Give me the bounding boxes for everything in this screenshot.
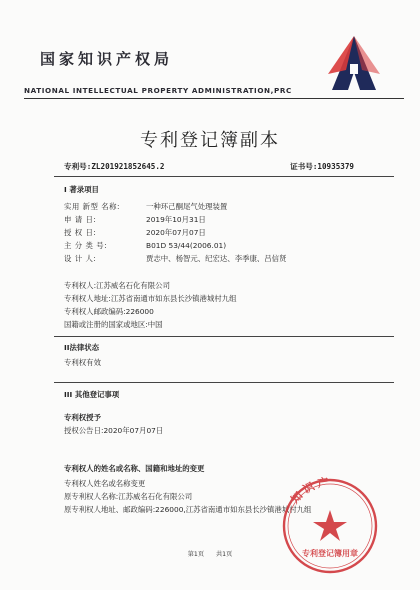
patent-number: 专利号:ZL201921852645.2 <box>64 162 165 171</box>
page-title: 专利登记簿副本 <box>140 130 280 151</box>
field-value: 贾志中、杨智元、纪宏达、李季康、吕信贤 <box>146 254 287 263</box>
section-divider <box>54 382 394 383</box>
seal-top-text: 知识产 <box>288 475 333 507</box>
field-value: 一种环己酮尾气处理装置 <box>146 202 228 211</box>
cnipa-logo-icon <box>326 34 382 96</box>
section-divider <box>54 336 394 337</box>
field-row-designers <box>64 253 286 264</box>
office-name-cn: 国家知识产权局 <box>40 50 174 68</box>
patentee-nationality: 国籍或注册的国家或地区:中国 <box>64 320 163 329</box>
grant-announcement-date: 授权公告日:2020年07月07日 <box>64 426 164 435</box>
field-row-filing-date <box>64 214 206 225</box>
seal-bottom-text: 专利登记簿用章 <box>302 549 358 558</box>
change-heading: 专利权人的姓名或名称、国籍和地址的变更 <box>64 464 205 473</box>
field-label: 申 请 日: <box>64 215 97 224</box>
svg-text:知识产 <box>288 475 333 507</box>
field-value: 2020年07月07日 <box>146 228 206 237</box>
former-patentee-name: 原专利权人名称:江苏威名石化有限公司 <box>64 492 193 501</box>
page-footer: 第1页 共1页 <box>187 551 233 558</box>
field-label: 实用 新型 名称: <box>64 202 121 211</box>
field-value: 2019年10月31日 <box>146 215 206 224</box>
patentee-name: 专利权人:江苏威名石化有限公司 <box>64 281 170 290</box>
legal-status-value: 专利权有效 <box>64 358 101 367</box>
field-label: 设 计 人: <box>64 254 97 263</box>
field-label: 授 权 日: <box>64 228 97 237</box>
header-divider <box>24 98 404 99</box>
section-heading-other: III 其他登记事项 <box>64 390 120 399</box>
grant-heading: 专利权授予 <box>64 413 101 422</box>
field-row-grant-date <box>64 227 206 238</box>
patentee-address: 专利权人地址:江苏省南通市如东县长沙镇港城村九组 <box>64 294 237 303</box>
field-value: B01D 53/44(2006.01) <box>146 241 227 250</box>
certificate-number: 证书号:10935379 <box>290 162 354 171</box>
field-row-name <box>64 201 227 212</box>
office-name-en: NATIONAL INTELLECTUAL PROPERTY ADMINISTRATION,PRC <box>24 86 292 95</box>
former-patentee-address: 原专利权人地址、邮政编码:226000,江苏省南通市如东县长沙镇港城村九组 <box>64 505 312 514</box>
section-divider <box>54 176 394 177</box>
section-heading-legal-status: II法律状态 <box>64 343 100 352</box>
section-heading-bibliographic: I 著录项目 <box>64 185 99 194</box>
field-label: 主 分 类 号: <box>64 241 108 250</box>
field-row-classification <box>64 240 226 251</box>
patentee-postcode: 专利权人邮政编码:226000 <box>64 307 154 316</box>
change-line: 专利权人姓名或名称变更 <box>64 479 146 488</box>
official-seal-stamp <box>272 470 388 578</box>
